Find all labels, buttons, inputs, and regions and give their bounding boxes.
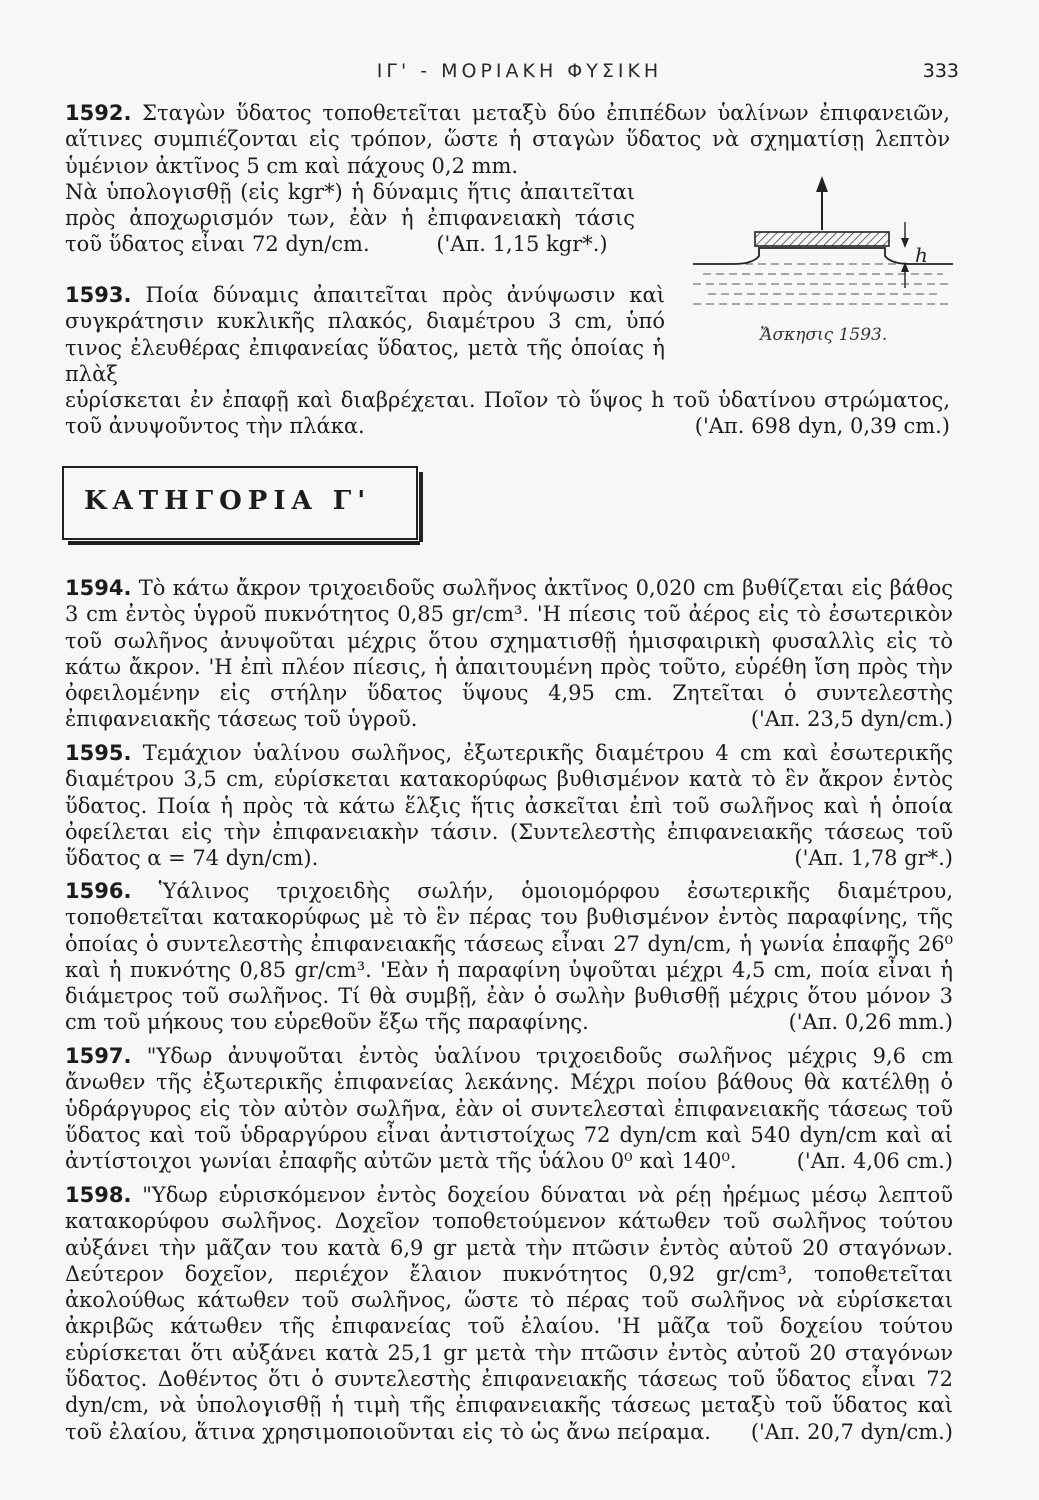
answer: ('Απ. 0,26 mm.): [788, 1010, 953, 1035]
problem-text: "Υδωρ εὑρισκόμενον ἐντὸς δοχείου δύναται νὰ ρέῃ ἠρέμως μέσῳ λεπτοῦ κατακορύφου σωλῆνος. Δοχεῖον τοποθετούμενον κάτωθεν τοῦ σωλῆνος τούτου αὐξάνει τὴν μᾶζαν του κατὰ 6,9 gr μετὰ τὴν πτῶσιν ἐντὸς αὐτοῦ 20 σταγόνων. Δεύτερον δοχεῖον, περιέχον ἔλαιον πυκνότητος 0,92 gr/cm³, τοποθετεῖται ἀκολούθως κάτωθεν τοῦ σωλῆνος, ὥστε τὸ πέρας τοῦ σωλῆνος νὰ εὑρίσκεται ἀκριβῶς κάτωθεν τῆς ἐπιφανείας τοῦ ἐλαίου. 'Η μᾶζα τοῦ δοχείου τούτου εὑρίσκεται ὅτι αὐξάνει κατὰ 25,1 gr μετὰ τὴν πτῶσιν ἐντὸς αὐτοῦ 20 σταγόνων ὕδατος. Δοθέντος ὅτι ὁ συντελεστὴς ἐπιφανειακῆς τάσεως τοῦ ὕδατος εἶναι 72 dyn/cm, νὰ ὑπολογισθῇ ἡ τιμὴ τῆς ἐπιφανειακῆς τάσεως μεταξὺ τοῦ ὕδατος καὶ τοῦ ἐλαίου, ἅτινα χρησιμοποιοῦνται εἰς τὸ ὡς ἄνω πείραμα.: [65, 1183, 953, 1444]
problem-text: Σταγὼν ὕδατος τοποθετεῖται μεταξὺ δύο ἐπιπέδων ὑαλίνων ἐπιφανειῶν, αἵτινες συμπιέζονται εἰς τρόπον, ὥστε ἡ σταγὼν ὕδατος νὰ σχηματίσῃ λεπτὸν ὑμένιον ἀκτῖνος 5 cm καὶ πάχους 0,2 mm.: [65, 101, 950, 178]
page-number: 333: [922, 60, 959, 82]
problem-text: Ὑάλινος τριχοειδὴς σωλήν, ὁμοιομόρφου ἐσωτερικῆς διαμέτρου, τοποθετεῖται κατακορύφως μὲ τὸ ἓν πέρας του βυθισμένον ἐντὸς παραφίνης, τῆς ὁποίας ὁ συντελεστὴς ἐπιφανειακῆς τάσεως εἶναι 27 dyn/cm, ἡ γωνία ἐπαφῆς 26⁰ καὶ ἡ πυκνότης 0,85 gr/cm³. 'Εὰν ἡ παραφίνη ὑψοῦται μέχρι 4,5 cm, ποία εἶναι ἡ διάμετρος τοῦ σωλῆνος. Τί θὰ συμβῇ, ἐὰν ὁ σωλὴν βυθισθῇ μέχρις ὅτου μόνον 3 cm τοῦ μήκους του εὑρεθοῦν ἔξω τῆς παραφίνης.: [65, 879, 953, 1035]
problem-number: 1597.: [65, 1044, 132, 1068]
water-surface-lines: [693, 264, 953, 304]
problem-text-continued: Νὰ ὑπολογισθῇ (εἰς kgr*) ἡ δύναμις ἥτις ἀπαιτεῖται πρὸς ἀποχωρισμόν των, ἐὰν ἡ ἐπιφανειακὴ τάσις τοῦ ὕδατος εἶναι 72 dyn/cm.: [65, 179, 635, 257]
problem-text-narrow: [65, 282, 665, 387]
answer: ('Απ. 698 dyn, 0,39 cm.): [694, 414, 950, 439]
answer: ('Απ. 23,5 dyn/cm.): [750, 707, 953, 732]
problem-number: 1595.: [65, 741, 132, 765]
problem-number: 1592.: [65, 101, 132, 125]
problem-number: 1596.: [65, 879, 132, 903]
plate: [755, 232, 889, 246]
answer: ('Απ. 4,06 cm.): [796, 1149, 953, 1174]
answer: ('Απ. 1,15 kgr*.): [436, 232, 608, 257]
meniscus-outline: [693, 248, 953, 264]
problem-1598: [65, 1182, 953, 1445]
problem-text-continued: εὑρίσκεται ἐν ἐπαφῇ καὶ διαβρέχεται. Ποῖον τὸ ὕψος h τοῦ ὑδατίνου στρώματος, τοῦ ἀνυψοῦντος τὴν πλάκα.: [65, 388, 950, 439]
category-box: [62, 466, 418, 540]
box-shadow-bottom: [68, 541, 420, 545]
problem-number: 1598.: [65, 1183, 132, 1207]
h-label: h: [915, 243, 928, 267]
running-header: [0, 60, 1039, 92]
problem-number: 1593.: [65, 283, 132, 307]
problem-1595: [65, 740, 953, 871]
problem-text: "Υδωρ ἀνυψοῦται ἐντὸς ὑαλίνου τριχοειδοῦς σωλῆνος μέχρις 9,6 cm ἄνωθεν τῆς ἐξωτερικῆς ἐπιφανείας λεκάνης. Μέχρι ποίου βάθους θὰ κατέλθῃ ὁ ὑδράργυρος εἰς τὸν αὐτὸν σωλῆνα, ἐὰν οἱ συντελεσταὶ ἐπιφανειακῆς τάσεως τοῦ ὕδατος καὶ τοῦ ὑδραργύρου εἶναι ἀντιστοίχως 72 dyn/cm καὶ 540 dyn/cm καὶ αἱ ἀντίστοιχοι γωνίαι ἐπαφῆς αὐτῶν μετὰ τῆς ὑάλου 0⁰ καὶ 140⁰.: [65, 1044, 953, 1174]
problem-text: Τεμάχιον ὑαλίνου σωλῆνος, ἐξωτερικῆς διαμέτρου 4 cm καὶ ἐσωτερικῆς διαμέτρου 3,5 cm, εὑρίσκεται κατακορύφως βυθισμένον κατὰ τὸ ἓν ἄκρον ἐντὸς ὕδατος. Ποία ἡ πρὸς τὰ κάτω ἕλξις ἥτις ἀσκεῖται ἐπὶ τοῦ σωλῆνος καὶ ἡ ὁποία ὀφείλεται εἰς τὴν ἐπιφανειακὴν τάσιν. (Συντελεστὴς ἐπιφανειακῆς τάσεως τοῦ ὕδατος α = 74 dyn/cm).: [65, 741, 953, 871]
answer: ('Απ. 1,78 gr*.): [794, 846, 953, 871]
category-label: ΚΑΤΗΓΟΡΙΑ Γ': [84, 486, 372, 516]
problem-text: Ποία δύναμις ἀπαιτεῖται πρὸς ἀνύψωσιν καὶ συγκράτησιν κυκλικῆς πλακός, διαμέτρου 3 cm, ὑπό τινος ἐλευθέρας ἐπιφανείας ὕδατος, μετὰ τῆς ὁποίας ἡ πλὰξ: [65, 283, 665, 386]
problem-number: 1594.: [65, 576, 132, 600]
figure-caption: Ἄσκησις 1593.: [760, 325, 888, 345]
h-arrowhead-top: [901, 238, 909, 248]
box-shadow-right: [419, 472, 423, 542]
problem-text: Τὸ κάτω ἄκρον τριχοειδοῦς σωλῆνος ἀκτῖνος 0,020 cm βυθίζεται εἰς βάθος 3 cm ἐντὸς ὑγροῦ πυκνότητος 0,85 gr/cm³. 'Η πίεσις τοῦ ἀέρος εἰς τὸ ἐσωτερικὸν τοῦ σωλῆνος ἀνυψοῦται μέχρις ὅτου σχηματισθῇ ἡμισφαιρικὴ φυσαλλὶς εἰς τὸ κάτω ἄκρον. 'Η ἐπὶ πλέον πίεσις, ἡ ἀπαιτουμένη πρὸς τοῦτο, εὑρέθη ἴση πρὸς τὴν ὀφειλομένην εἰς στήλην ὕδατος ὕψους 4,95 cm. Ζητεῖται ὁ συντελεστὴς ἐπιφανειακῆς τάσεως τοῦ ὑγροῦ.: [65, 576, 953, 732]
problem-1597: [65, 1043, 953, 1174]
force-arrowhead: [816, 176, 828, 192]
chapter-title: ΙΓ' - ΜΟΡΙΑΚΗ ΦΥΣΙΚΗ: [376, 60, 663, 82]
problem-1594: [65, 575, 953, 733]
problem-1596: [65, 878, 953, 1036]
answer: ('Απ. 20,7 dyn/cm.): [750, 1419, 953, 1444]
problem-text-narrow: [65, 179, 635, 258]
